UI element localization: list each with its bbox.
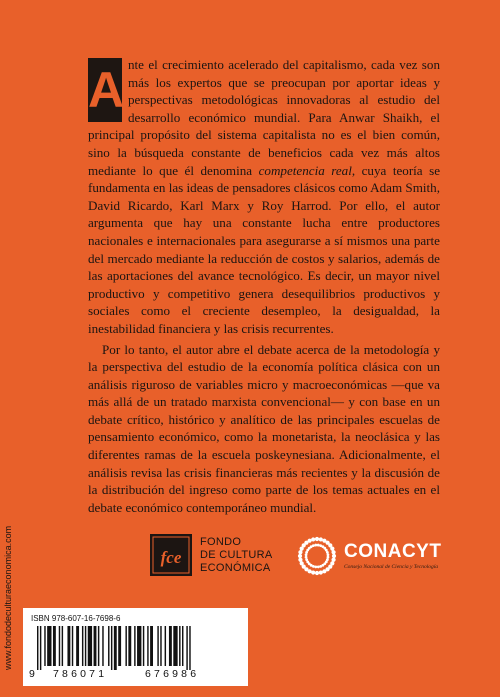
isbn-label: ISBN 978-607-16-7698-6: [31, 614, 121, 623]
paragraph-2: Por lo tanto, el autor abre el debate acerca de la metodología y la perspectiva del estudio de la economía política clásica con un análisis riguroso de variables micro y macroeconómicas —que va más allá de un tratado marxista convencional— y con base en un debate crítico, histórico y analítico de las principales escuelas de pensamiento económico, como la monetarista, la neoclásica y las diferentes ramas de la escuela poskeynesiana. Adicionalmente, el análisis revisa las crisis financieras más recientes y la discusión de la distribución del ingreso como parte de los temas actuales en el debate económico contemporáneo mundial.: [88, 341, 440, 515]
svg-text:fce: fce: [160, 548, 182, 567]
conacyt-emblem-icon: [294, 533, 340, 579]
conacyt-wordmark: [344, 542, 441, 570]
isbn-barcode-panel: [23, 608, 248, 686]
paragraph-1-text-a: nte el crecimiento acelerado del capitalismo, cada vez son más los expertos que se preocupan por aportar ideas y perspectivas metodológicas innovadoras al estudio del desarrollo económico mundial. Para Anwar Shaikh, el principal propósito del sistema capitalista no es el bien común, sino la búsqueda constante de beneficios cada vez más altos mediante lo que él denomina: [88, 57, 440, 178]
fce-line-3: ECONÓMICA: [200, 561, 271, 574]
conacyt-subtitle: Consejo Nacional de Ciencia y Tecnología: [344, 564, 439, 570]
barcode-digits-right: 676986: [145, 668, 200, 680]
barcode-digits-left: 786071: [53, 668, 108, 680]
barcode-digit-first: 9: [29, 668, 35, 680]
conacyt-name: CONACYT: [344, 541, 442, 562]
fce-wordmark: [200, 536, 272, 575]
fce-seal-icon: [150, 534, 192, 576]
barcode-bars: [37, 626, 237, 672]
drop-cap: A: [88, 58, 122, 122]
fce-logo: [150, 534, 272, 576]
fce-line-1: FONDO: [200, 535, 242, 548]
paragraph-1-text-b: , cuya teoría se fundamenta en las ideas de pensadores clásicos como Adam Smith, David Ricardo, Karl Marx y Roy Harrod. Por ello, el autor argumenta que hay una constante lucha entre productores nacionales e internacionales para asegurarse a sí mismos una parte del mercado mediante la reducción de costos y salarios, además de las aportaciones del avance tecnológico. Es decir, un mayor nivel productivo y competitivo genera desequilibrios productivos y sociales como el creciente desempleo, la desigualdad, la inestabilidad financiera y las crisis recurrentes.: [88, 162, 441, 336]
synopsis: [88, 56, 440, 516]
paragraph-1: [88, 56, 440, 338]
publisher-url-text: www.fondodeculturaeconomica.com: [3, 525, 13, 670]
fce-line-2: DE CULTURA: [200, 548, 273, 561]
paragraph-1-italic-term: competencia real: [258, 162, 352, 178]
publisher-url-vertical: [3, 420, 17, 670]
conacyt-logo: [294, 533, 441, 579]
